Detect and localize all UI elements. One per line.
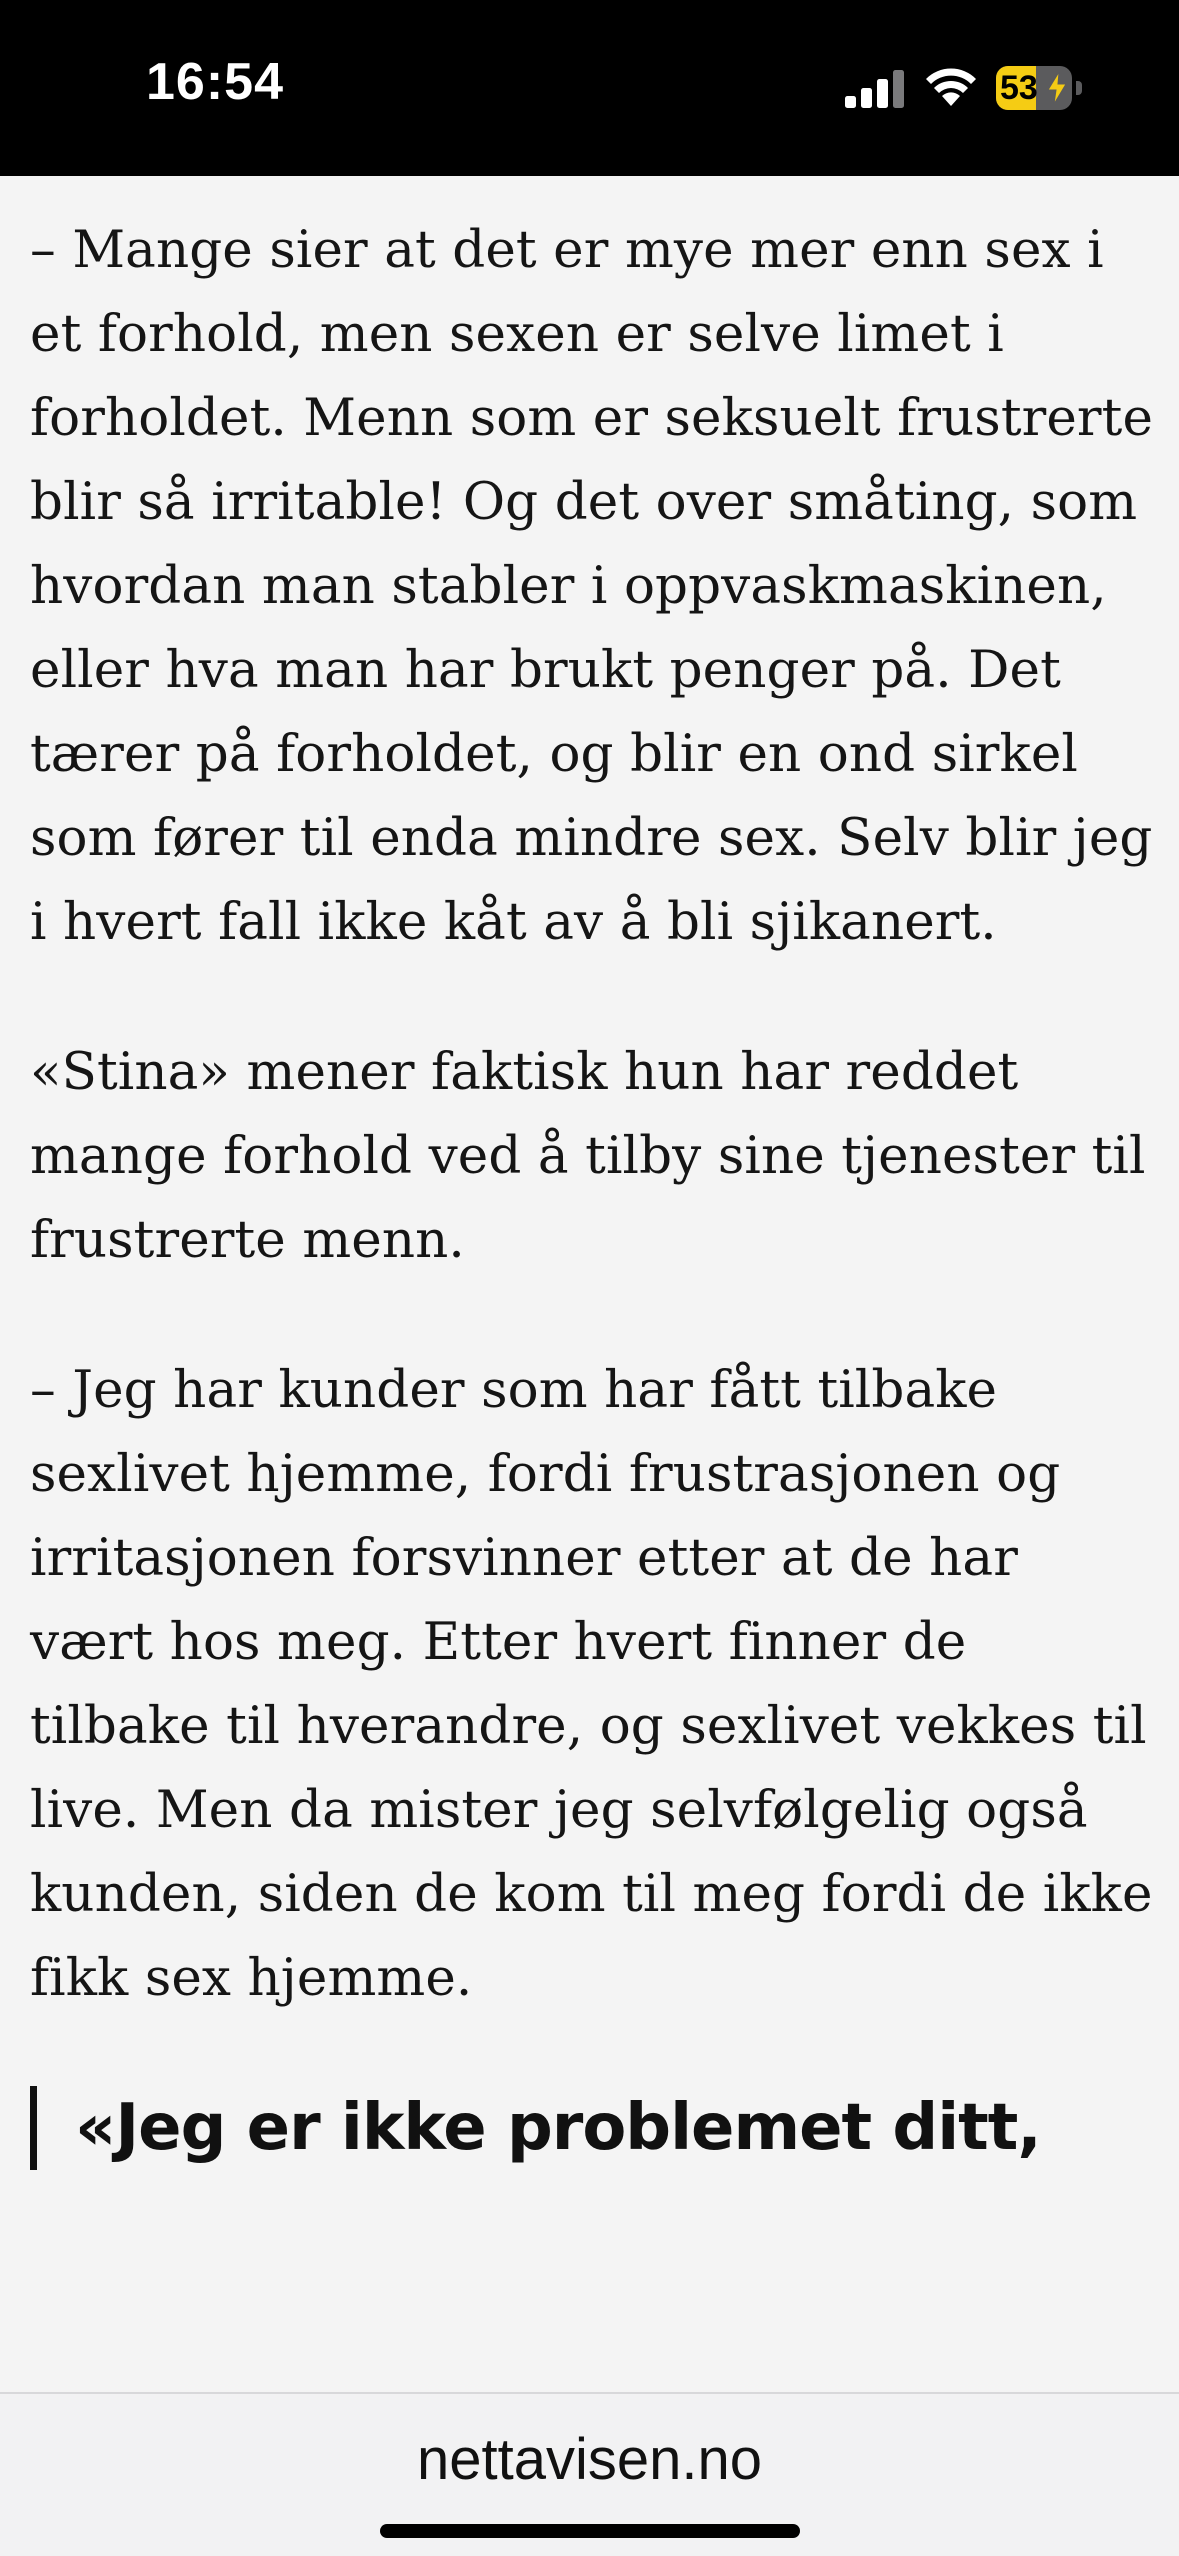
signal-icon — [845, 70, 905, 108]
article-paragraph: «Stina» mener faktisk hun har reddet mange forhold ved å tilby sine tjenester til frustrerte menn. — [30, 1042, 1146, 1270]
battery-body — [996, 66, 1072, 110]
battery-icon — [996, 66, 1082, 110]
status-time: 16:54 — [146, 53, 284, 111]
address-bar-url[interactable]: nettavisen.no — [416, 2427, 763, 2492]
battery-level: 53 — [1000, 69, 1038, 107]
home-indicator[interactable] — [380, 2524, 800, 2538]
article-body — [30, 142, 1155, 2170]
browser-bottom-bar — [0, 2392, 1179, 2556]
status-bar — [0, 0, 1179, 176]
bolt-icon — [1046, 72, 1068, 104]
article-paragraph: – Mange sier at det er mye mer enn sex i et forhold, men sexen er selve limet i forholdet. Menn som er seksuelt frustrerte blir så irritable! Og det over småting, som hvordan man stabler i oppvaskmaskinen, eller hva man har brukt penger på. Det tærer på forholdet, og blir en ond sirkel som fører til enda mindre sex. Selv blir jeg i hvert fall ikke kåt av å bli sjikanert. — [30, 220, 1154, 952]
wifi-icon — [925, 66, 977, 106]
pull-quote: «Jeg er ikke problemet ditt, — [30, 2086, 1155, 2170]
battery-cap — [1076, 81, 1082, 95]
article-paragraph: – Jeg har kunder som har fått tilbake sexlivet hjemme, fordi frustrasjonen og irritasjonen forsvinner etter at de har vært hos meg. Etter hvert finner de tilbake til hverandre, og sexlivet vekkes til live. Men da mister jeg selvfølgelig også kunden, siden de kom til meg fordi de ikke fikk sex hjemme. — [30, 1360, 1153, 2008]
